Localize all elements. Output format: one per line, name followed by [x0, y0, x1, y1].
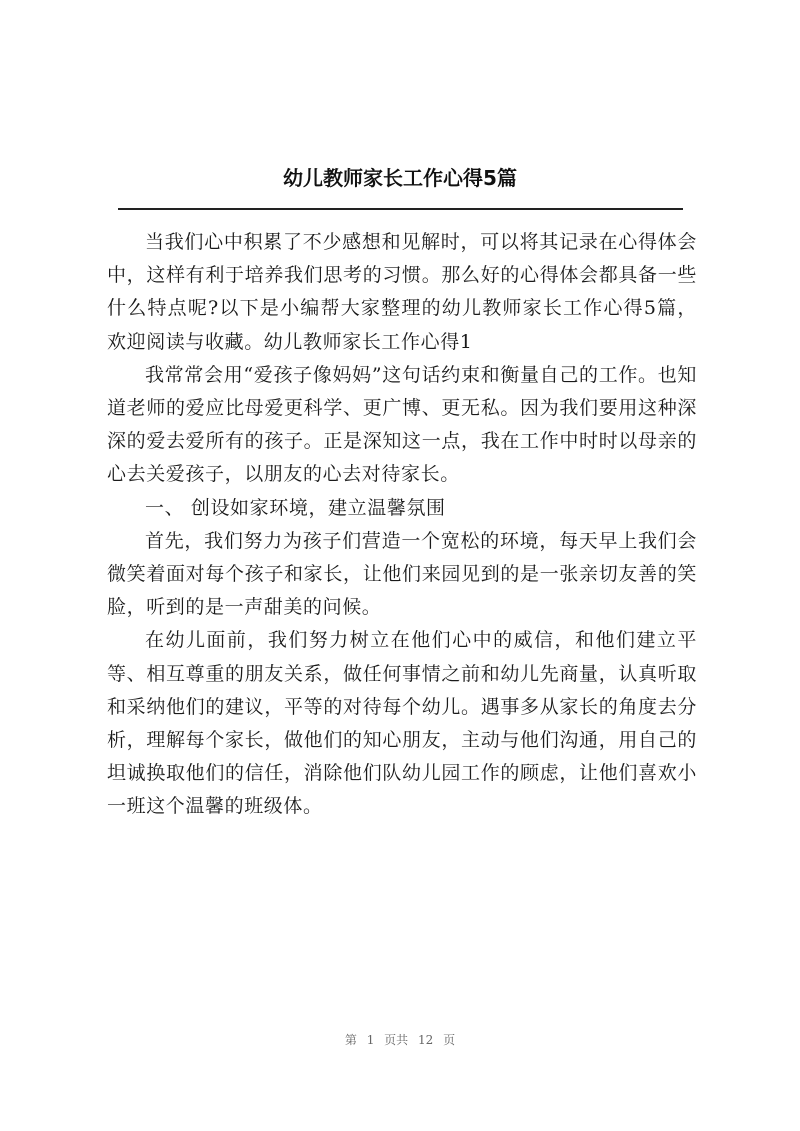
paragraph-environment: 首先，我们努力为孩子们营造一个宽松的环境，每天早上我们会微笑着面对每个孩子和家长，让他们来园见到的是一张亲切友善的笑脸，听到的是一声甜美的问候。 — [107, 529, 697, 619]
paragraph-trust: 在幼儿面前，我们努力树立在他们心中的威信，和他们建立平等、相互尊重的朋友关系，做任何事情之前和幼儿先商量，认真听取和采纳他们的建议，平等的对待每个幼儿。遇事多从家长的角度去分析，理解每个家长，做他们的知心朋友，主动与他们沟通，用自己的坦诚换取他们的信任，消除他们队幼儿园工作的顾虑，让他们喜欢小一班这个温馨的班级体。 — [107, 629, 697, 818]
title-divider — [118, 208, 683, 210]
paragraph-intro: 当我们心中积累了不少感想和见解时，可以将其记录在心得体会中，这样有利于培养我们思考的习惯。那么好的心得体会都具备一些什么特点呢?以下是小编帮大家整理的幼儿教师家长工作心得5篇，欢迎阅读与收藏。幼儿教师家长工作心得1 — [107, 231, 697, 353]
section-heading-1: 一、 创设如家环境，建立温馨氛围 — [145, 496, 446, 519]
document-title: 幼儿教师家长工作心得5篇 — [283, 166, 517, 190]
page-number-footer: 第 1 页共 12 页 — [344, 1033, 456, 1047]
paragraph-love-children: 我常常会用“爱孩子像妈妈”这句话约束和衡量自己的工作。也知道老师的爱应比母爱更科学、更广博、更无私。因为我们要用这种深深的爱去爱所有的孩子。正是深知这一点，我在工作中时时以母亲的心去关爱孩子，以朋友的心去对待家长。 — [107, 363, 697, 486]
document-body — [107, 226, 697, 824]
